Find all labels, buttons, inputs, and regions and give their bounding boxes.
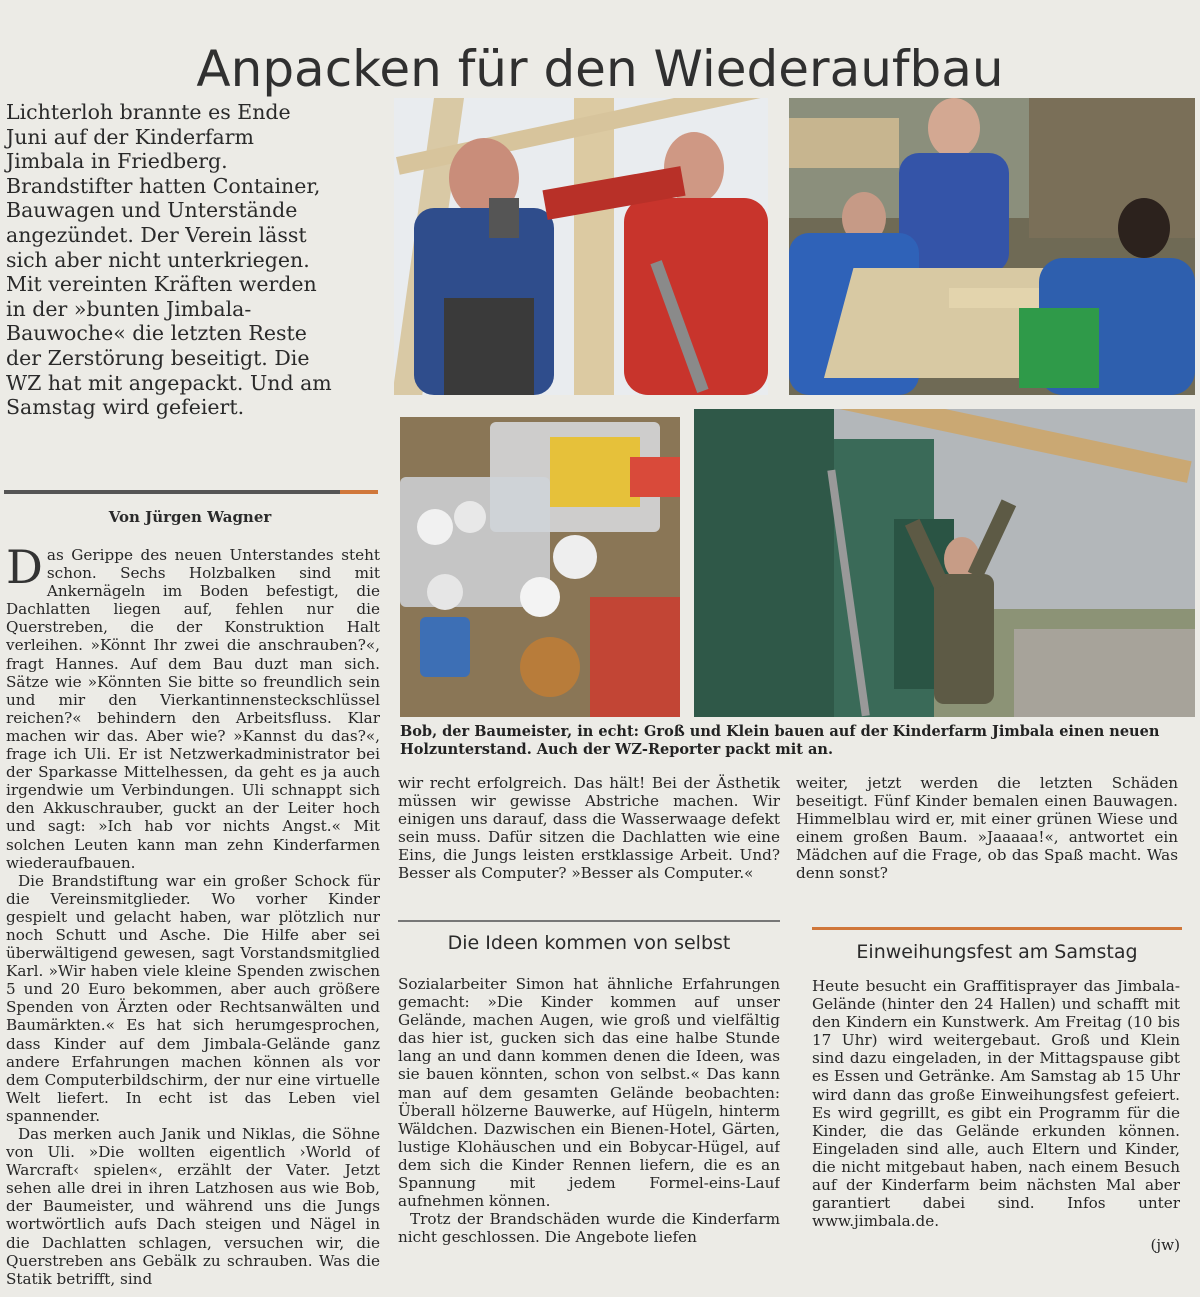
article-column-2 <box>398 774 780 883</box>
photo-kids-building <box>789 98 1195 395</box>
accent-mark <box>340 490 378 494</box>
section-divider <box>398 920 780 922</box>
box-accent-rule <box>812 927 1182 930</box>
paragraph: Trotz der Brandschäden wurde die Kinderfarm nicht geschlossen. Die Angebote liefen <box>398 1210 780 1247</box>
article-column-1 <box>6 546 380 1294</box>
paragraph: Sozialarbeiter Simon hat ähnliche Erfahrungen gemacht: »Die Kinder kommen auf unser Gelände, machen Augen, wie groß und vielfältig das hier ist, gucken sich das eine halbe Stunde lang an und dann kommen denen die Ideen, was sie bauen könnten, schon von selbst.« Das kann man auf dem gesamten Gelände beobachten: Überall hölzerne Bauwerke, auf Hügeln, hinterm Wäldchen. Dazwischen ein Bienen-Hotel, Gärten, lustige Klohäuschen und ein Bobycar-Hügel, auf dem sich die Kinder Rennen liefern, die es an Spannung mit jedem Formel-eins-Lauf aufnehmen können. <box>398 975 780 1211</box>
lead-paragraph: Lichterloh brannte es Ende Juni auf der Kinderfarm Jimbala in Friedberg. Brandstifter hatten Container, Bauwagen und Unterstände angezündet. Der Verein lässt sich aber nicht unterkriegen. Mit vereinten Kräften werden in der »bunten Jimbala-Bauwoche« die letzten Reste der Zerstörung beseitigt. Die WZ hat mit angepackt. Und am Samstag wird gefeiert. <box>6 100 332 420</box>
paragraph: Die Brandstiftung war ein großer Schock für die Vereinsmitglieder. Wo vorher Kinder gespielt und gelacht haben, war plötzlich nur noch Schutt und Asche. Die Hilfe aber sei überwältigend gewesen, sagt Vorstandsmitglied Karl. »Wir haben viele kleine Spenden zwischen 5 und 20 Euro bekommen, aber auch größere Spenden von Ärzten oder Rechtsanwälten und Baumärkten.« Es hat sich herumgesprochen, dass Kinder auf dem Jimbala-Gelände ganz andere Erfahrungen machen können als vor dem Computerbildschirm, der nur eine virtuelle Welt liefert. In echt ist das Leben viel spannender. <box>6 871 380 1125</box>
author-initials: (jw) <box>1150 1236 1180 1254</box>
photo-lifting-beam <box>694 409 1195 717</box>
headline: Anpacken für den Wiederaufbau <box>196 39 1004 98</box>
article-column-3 <box>796 774 1178 883</box>
lead-divider <box>4 490 378 494</box>
box-heading: Einweihungsfest am Samstag <box>856 941 1138 963</box>
paragraph: weiter, jetzt werden die letzten Schäden beseitigt. Fünf Kinder bemalen einen Bauwagen. Himmelblau wird er, mit einer grünen Wiese und einem großen Baum. »Jaaaaa!«, antwortet ein Mädchen auf die Frage, ob das Spaß macht. Was denn sonst? <box>796 774 1178 883</box>
photo-paint-buckets <box>400 417 680 717</box>
photo-workers-drilling <box>394 98 768 395</box>
paragraph: Das merken auch Janik und Niklas, die Söhne von Uli. »Die wollten eigentlich ›World of Warcraft‹ spielen«, erzählt der Vater. Jetzt sehen alle drei in ihren Latzhosen aus wie Bob, der Baumeister, und während uns die Jungs wortwörtlich aufs Dach steigen und Nägel in die Dachlatten schlagen, versuchen wir, die Querstreben ans Gebälk zu schrauben. Was die Statik betrifft, sind <box>6 1125 380 1288</box>
info-box-text <box>812 977 1180 1257</box>
photo-caption: Bob, der Baumeister, in echt: Groß und Klein bauen auf der Kinderfarm Jimbala einen neuen Holzunterstand. Auch der WZ-Reporter packt mit an. <box>400 723 1160 758</box>
paragraph: wir recht erfolgreich. Das hält! Bei der Ästhetik müssen wir gewisse Abstriche machen. Wir einigen uns darauf, dass die Wasserwaage defekt sein muss. Dafür sitzen die Dachlatten wie eine Eins, die Jungs leisten erstklassige Arbeit. Und? Besser als Computer? »Besser als Computer.« <box>398 774 780 883</box>
section-heading: Die Ideen kommen von selbst <box>447 932 731 954</box>
paragraph: as Gerippe des neuen Unterstandes steht schon. Sechs Holzbalken sind mit Ankernägeln im Boden befestigt, die Dachlatten liegen auf, fehlen nur die Querstreben, die der Konstruktion Halt verleihen. »Könnt Ihr zwei die anschrauben?«, fragt Hannes. Auf dem Bau duzt man sich. Sätze wie »Könnten Sie bitte so freundlich sein und mir den Vierkantinnensteckschlüssel reichen?« behindern den Arbeitsfluss. Klar machen wir das. Aber wie? »Kannst du das?«, frage ich Uli. Er ist Netzwerkadministrator bei der Sparkasse Mittelhessen, da geht es ja auch irgendwie um Verbindungen. Uli schnappt sich den Akkuschrauber, guckt an der Leiter hoch und sagt: »Ich hab vor nichts Angst.« Mit solchen Leuten kann man zehn Kinderfarmen wiederaufbauen. <box>6 546 380 872</box>
paragraph: Heute besucht ein Graffitisprayer das Jimbala-Gelände (hinter den 24 Hallen) und schafft mit den Kindern ein Kunstwerk. Am Freitag (10 bis 17 Uhr) wird weitergebaut. Groß und Klein sind dazu eingeladen, in der Mittagspause gibt es Essen und Getränke. Am Samstag ab 15 Uhr wird dann das große Einweihungsfest gefeiert. Es wird gegrillt, es gibt ein Programm für die Kinder, die das Gelände erkunden können. Eingeladen sind alle, auch Eltern und Kinder, die nicht mitgebaut haben, nach einem Besuch auf der Kinderfarm beim nächsten Mal aber garantiert dabei sind. Infos unter www.jimbala.de. <box>812 977 1180 1231</box>
article-column-2-continued <box>398 975 780 1293</box>
byline: Von Jürgen Wagner <box>108 508 272 526</box>
dropcap: D <box>6 546 43 594</box>
